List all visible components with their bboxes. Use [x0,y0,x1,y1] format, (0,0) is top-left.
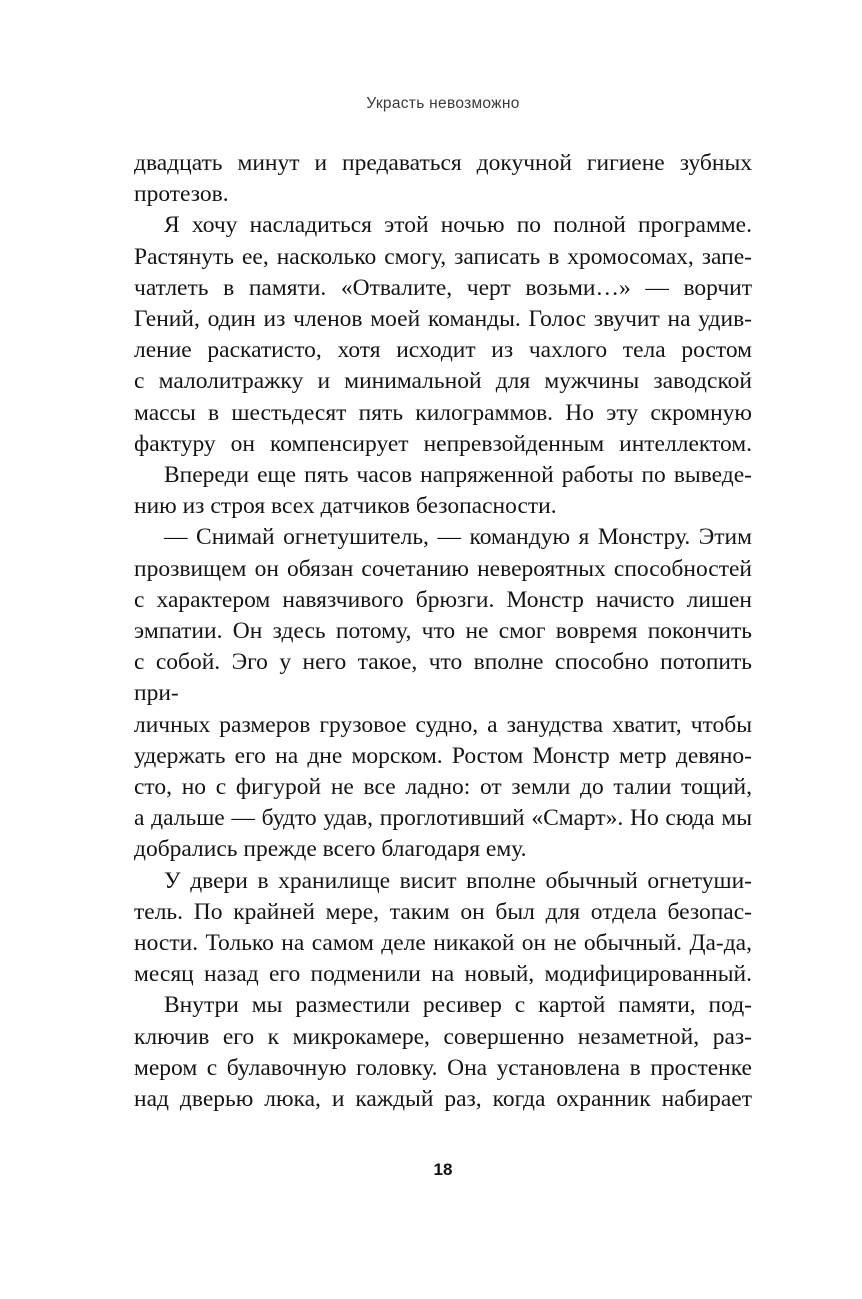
text-line: ление раскатисто, хотя исходит из чахлого тела ростом [134,337,752,364]
text-line: двадцать минут и предаваться докучной гигиене зубных [134,150,752,176]
running-head-title: Украсть невозможно [366,95,520,112]
text-line: с малолитражку и минимальной для мужчины заводской [134,368,752,395]
text-line: личных размеров грузовое судно, а занудства хватит, чтобы [134,711,752,738]
text-line: фактуру он компенсирует непревзойденным интеллектом. [134,430,752,457]
text-line: над дверью люка, и каждый раз, когда охранник набирает [134,1086,752,1113]
text-line: прозвищем он обязан сочетанию невероятных способностей [134,555,752,582]
text-line: с характером навязчивого брюзги. Монстр начисто лишен [134,586,752,613]
text-line: нию из строя всех датчиков безопасности. [134,493,557,520]
text-line: Внутри мы разместили ресивер с картой памяти, под- [164,992,752,1019]
page-number: 18 [433,1160,453,1179]
text-line: эмпатии. Он здесь потому, что не смог вовремя покончить [134,618,752,645]
text-line: массы в шестьдесят пять килограммов. Но эту скромную [134,399,752,426]
text-line: Гений, один из членов моей команды. Голос звучит на удив- [134,306,752,333]
text-line: Я хочу насладиться этой ночью по полной программе. [164,212,752,239]
body-text [134,148,752,1115]
text-line: Растянуть ее, насколько смогу, записать в хромосомах, запе- [134,243,752,270]
text-line: Впереди еще пять часов напряженной работы по выведе- [164,462,752,489]
text-line: добрались прежде всего благодаря ему. [134,836,527,863]
text-line: сто, но с фигурой не все ладно: от земли до талии тощий, [134,774,752,801]
text-line: мером с булавочную головку. Она установлена в простенке [134,1054,752,1081]
text-line: ности. Только на самом деле никакой он не обычный. Да-да, [134,930,752,957]
text-line: ключив его к микрокамере, совершенно незаметной, раз- [134,1023,752,1050]
text-line: с собой. Эго у него такое, что вполне способно потопить при- [134,649,752,707]
text-line: протезов. [134,181,229,208]
text-line: удержать его на дне морском. Ростом Монстр метр девяно- [134,742,752,769]
text-line: месяц назад его подменили на новый, модифицированный. [134,961,752,988]
text-line: — Снимай огнетушитель, — командую я Монстру. Этим [164,524,752,551]
text-line: а дальше — будто удав, проглотивший «Смарт». Но сюда мы [134,805,752,832]
text-line: У двери в хранилище висит вполне обычный огнетуши- [164,867,752,894]
text-line: тель. По крайней мере, таким он был для отдела безопас- [134,898,752,925]
text-line: чатлеть в памяти. «Отвалите, черт возьми…» — ворчит [134,274,752,301]
